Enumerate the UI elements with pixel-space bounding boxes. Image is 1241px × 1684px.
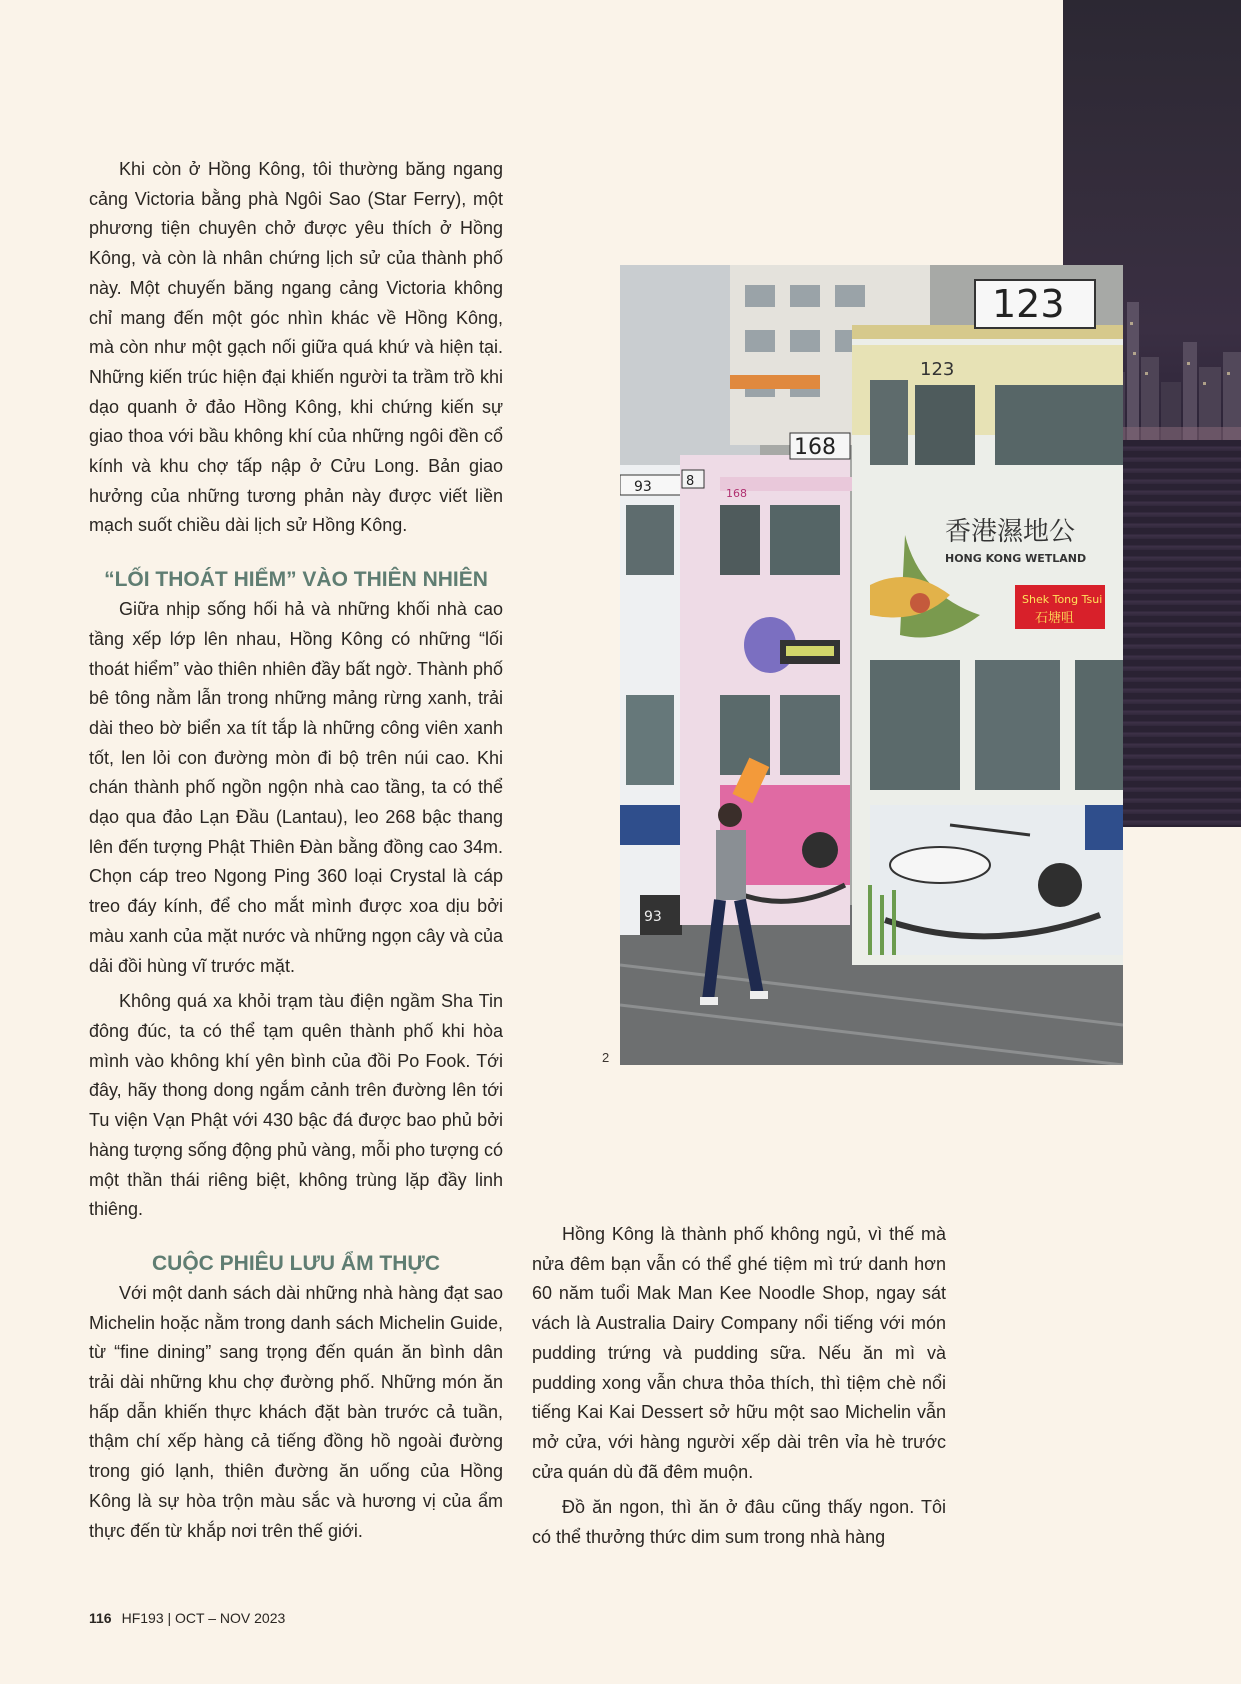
page-number: 116 (89, 1610, 112, 1626)
dimsum-paragraph: Đồ ăn ngon, thì ăn ở đâu cũng thấy ngon. Tôi có thể thưởng thức dim sum trong nhà hàng (532, 1497, 946, 1548)
intro-paragraph: Khi còn ở Hồng Kông, tôi thường băng ngang cảng Victoria bằng phà Ngôi Sao (Star Ferry), một phương tiện chuyên chở được yêu thích ở Hồng Kông, và còn là nhân chứng lịch sử của thành phố này. Một chuyến băng ngang cảng Victoria không chỉ mang đến một góc nhìn khác về Hồng Kông, mà còn như một gạch nối giữa quá khứ và hiện tại. Những kiến trúc hiện đại khiến người ta trầm trồ khi dạo quanh ở đảo Hồng Kông, khi chứng kiến sự giao thoa với bầu không khí của những ngôi đền cổ kính và khu chợ tấp nập ở Cửu Long. Bản giao hưởng của những tương phản này được viết liền mạch suốt chiều dài lịch sử Hồng Kông. (89, 159, 503, 536)
svg-text:168: 168 (726, 487, 747, 500)
destination-sign-chinese: 石塘咀 (1035, 611, 1075, 626)
tram-number-123: 123 (992, 282, 1065, 326)
tram-number-168: 168 (794, 435, 836, 460)
page-footer (89, 1610, 285, 1626)
nightlife-paragraph: Hồng Kông là thành phố không ngủ, vì thế mà nửa đêm bạn vẫn có thể ghé tiệm mì trứ danh hơn 60 năm tuổi Mak Man Kee Noodle Shop, ngay sát vách là Australia Dairy Company nổi tiếng với món pudding trứng và pudding sữa. Nếu ăn mì và pudding xong vẫn chưa thỏa thích, thì tiệm chè nổi tiếng Kai Kai Dessert sở hữu một sao Michelin vẫn mở cửa, với hàng người xếp dài trên vỉa hè trước cửa quán dù đã đêm muộn. (532, 1224, 946, 1482)
left-column (89, 155, 503, 1546)
nature-paragraph-2: Không quá xa khỏi trạm tàu điện ngầm Sha Tin đông đúc, ta có thể tạm quên thành phố khi hòa mình vào không khí yên bình của đồi Po Fook. Tới đây, hãy thong dong ngắm cảnh trên đường lên tới Tu viện Vạn Phật với 430 bậc đá được bao phủ bởi hàng tượng sống động phủ vàng, mỗi pho tượng có một thần thái riêng biệt, không trùng lặp đầy linh thiêng. (89, 991, 503, 1220)
issue-label: HF193 | OCT – NOV 2023 (121, 1610, 286, 1626)
section-heading-nature: “LỐI THOÁT HIỂM” VÀO THIÊN NHIÊN (104, 568, 488, 592)
destination-sign: Shek Tong Tsui (1022, 593, 1103, 606)
tram-number-93: 93 (634, 479, 652, 495)
cuisine-paragraph: Với một danh sách dài những nhà hàng đạt sao Michelin hoặc nằm trong danh sách Michelin Guide, từ “fine dining” sang trọng đến quán ăn bình dân trải dài những khu chợ đường phố. Những món ăn hấp dẫn khiến thực khách đặt bàn trước cả tuần, thậm chí xếp hàng cả tiếng đồng hồ ngoài đường trong gió lạnh, thiên đường ăn uống của Hồng Kông là sự hòa trộn màu sắc và hương vị của ẩm thực đến từ khắp nơi trên thế giới. (89, 1282, 503, 1541)
tram-sign-chinese: 香港濕地公 (945, 517, 1076, 547)
nature-paragraph-1: Giữa nhịp sống hối hả và những khối nhà cao tầng xếp lớp lên nhau, Hồng Kông có những “lối thoát hiểm” vào thiên nhiên đầy bất ngờ. Thành phố bê tông nằm lẫn trong những mảng rừng xanh, trải dài theo bờ biển xa tít tắp là những công viên xanh tốt, len lỏi con đường mòn đi bộ trên núi cao. Khi chán thành phố ngồn ngộn nhà cao tầng, ta có thể dạo qua đảo Lạn Đầu (Lantau), leo 268 bậc thang lên đến tượng Phật Thiên Đàn bằng đồng cao 34m. Chọn cáp treo Ngong Ping 360 loại Crystal là cáp treo đáy kính, để cho mắt mình được xoa dịu bởi màu xanh của mặt nước và những ngọn cây và của dải đồi hùng vĩ trước mặt. (89, 599, 503, 976)
photo-caption-number: 2 (602, 1050, 610, 1065)
svg-text:93: 93 (644, 909, 662, 925)
tram-illustration (620, 265, 1123, 1065)
svg-text:123: 123 (920, 359, 955, 380)
tram-sign-english: HONG KONG WETLAND (945, 552, 1087, 565)
section-heading-cuisine: CUỘC PHIÊU LƯU ẨM THỰC (151, 1251, 440, 1275)
tram-photo (620, 265, 1123, 1065)
right-column (532, 1220, 946, 1553)
tram-number-8: 8 (686, 474, 695, 489)
